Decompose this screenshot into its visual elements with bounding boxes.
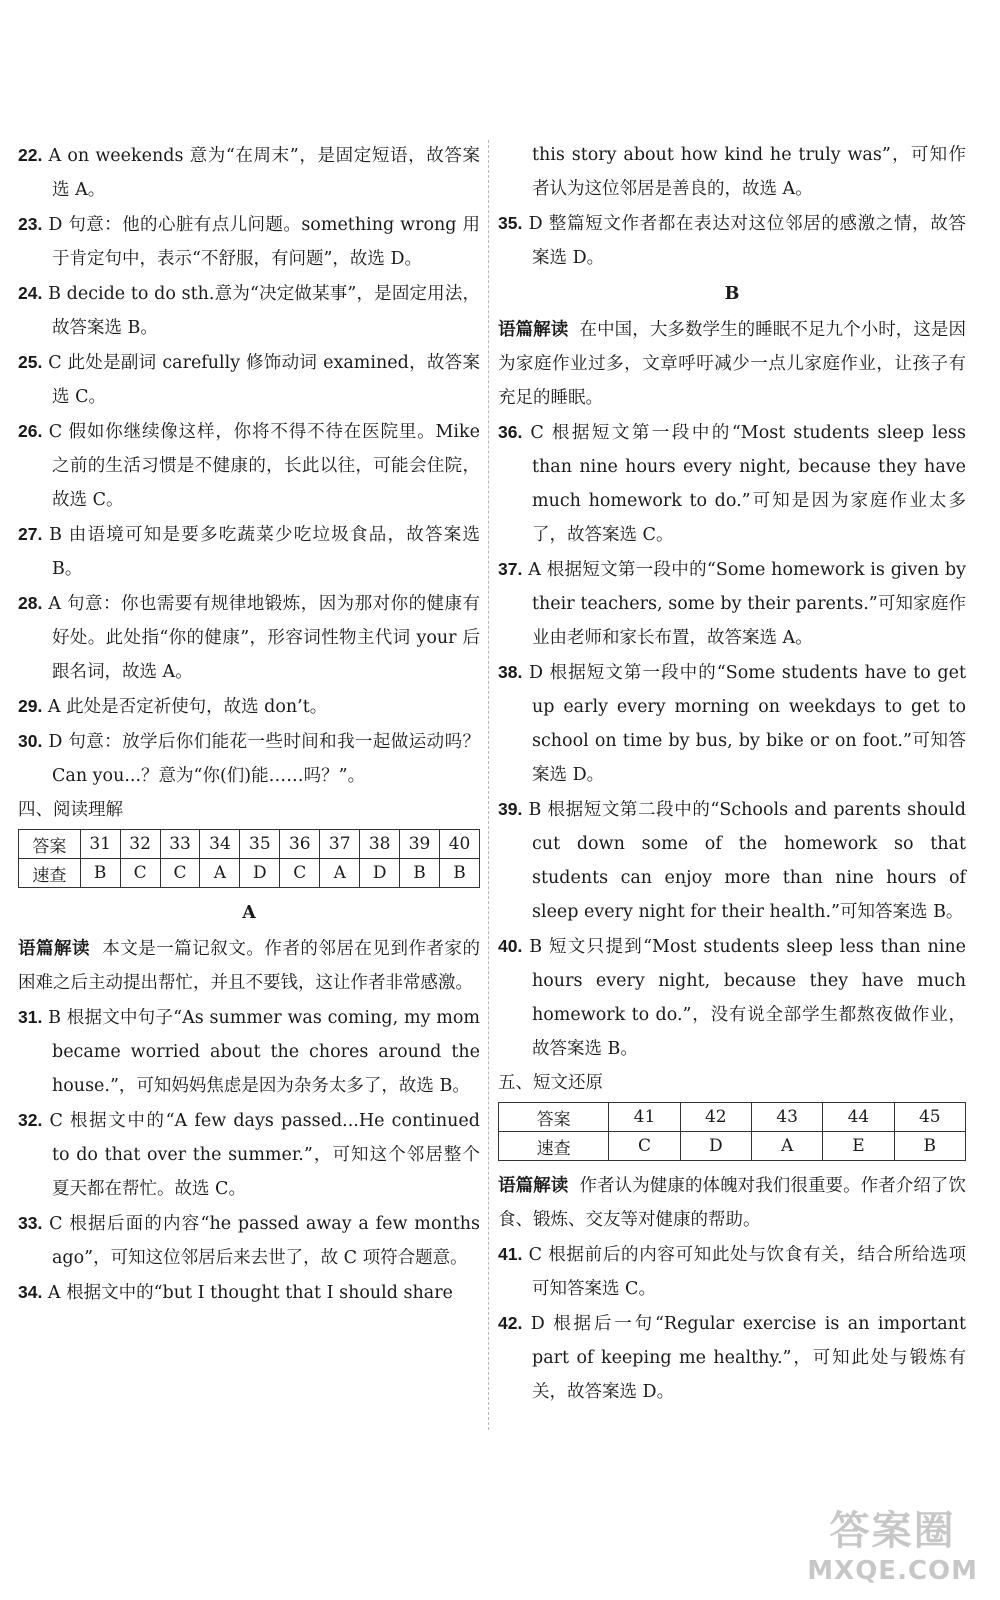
table-label: 答案 xyxy=(499,1103,609,1132)
table-cell: A xyxy=(751,1132,822,1161)
answer-item-41: 41. C 根据前后的内容可知此处与饮食有关，结合所给选项可知答案选 C。 xyxy=(498,1244,966,1299)
right-items-2 xyxy=(498,415,966,1066)
table-cell: C xyxy=(120,859,160,888)
passage-heading-b: B xyxy=(724,284,740,304)
watermark-logo: 答案圈 xyxy=(829,1508,956,1554)
table-cell: 41 xyxy=(609,1103,680,1132)
watermark xyxy=(807,1499,978,1586)
table-cell: A xyxy=(320,859,360,888)
answer-item-31: 31. B 根据文中句子“As summer was coming, my mom became worried about the chores around the house.”，可知妈妈焦虑是因为杂务太多了，故选 B。 xyxy=(18,1007,480,1096)
table-cell: 42 xyxy=(680,1103,751,1132)
table-cell: 31 xyxy=(80,830,120,859)
table-row-numbers xyxy=(19,830,480,859)
right-column xyxy=(498,138,966,1409)
reading-summary-b: 语篇解读 在中国，大多数学生的睡眠不足九个小时，这是因为家庭作业过多，文章呼吁减少一点儿家庭作业，让孩子有充足的睡眠。 xyxy=(498,320,966,408)
table-row-answers xyxy=(499,1132,966,1161)
reading-summary-a: 语篇解读 本文是一篇记叙文。作者的邻居在见到作者家的困难之后主动提出帮忙，并且不要钱，这让作者非常感激。 xyxy=(18,939,480,993)
answer-item-40: 40. B 短文只提到“Most students sleep less than nine hours every night, because they have much homework to do.”，没有说全部学生都熬夜做作业，故答案选 B。 xyxy=(498,936,966,1059)
table-cell: B xyxy=(80,859,120,888)
section-title-passage-restore: 五、短文还原 xyxy=(498,1073,603,1093)
answer-item-28: 28. A 句意：你也需要有规律地锻炼，因为那对你的健康有好处。此处指“你的健康”，形容词性物主代词 your 后跟名词，故选 A。 xyxy=(18,593,480,682)
table-cell: 45 xyxy=(894,1103,965,1132)
table-cell: 35 xyxy=(240,830,280,859)
table-cell: B xyxy=(894,1132,965,1161)
answer-item-32: 32. C 根据文中的“A few days passed...He continued to do that over the summer.”，可知这个邻居整个夏天都在帮忙。故选 C。 xyxy=(18,1110,480,1199)
table-cell: B xyxy=(440,859,480,888)
answer-item-26: 26. C 假如你继续像这样，你将不得不待在医院里。Mike 之前的生活习惯是不健康的，长此以往，可能会住院，故选 C。 xyxy=(18,421,480,510)
table-cell: 43 xyxy=(751,1103,822,1132)
table-cell: C xyxy=(609,1132,680,1161)
answer-item-33: 33. C 根据后面的内容“he passed away a few months ago”，可知这位邻居后来去世了，故 C 项符合题意。 xyxy=(18,1213,480,1268)
table-label: 速查 xyxy=(19,859,81,888)
answer-item-35: 35. D 整篇短文作者都在表达对这位邻居的感激之情，故答案选 D。 xyxy=(498,213,966,268)
table-cell: 44 xyxy=(823,1103,894,1132)
table-cell: 32 xyxy=(120,830,160,859)
table-cell: 40 xyxy=(440,830,480,859)
table-cell: C xyxy=(280,859,320,888)
right-items-3 xyxy=(498,1237,966,1409)
table-cell: 39 xyxy=(400,830,440,859)
answer-item-30: 30. D 句意：放学后你们能花一些时间和我一起做运动吗？Can you...？意为“你(们)能……吗？”。 xyxy=(18,731,480,786)
answer-item-38: 38. D 根据短文第一段中的“Some students have to get up early every morning on weekdays to get to school on time by bus, by bike or on foot.”可知答案选 D。 xyxy=(498,662,966,785)
answer-table-31-40 xyxy=(18,829,480,888)
table-cell: B xyxy=(400,859,440,888)
table-cell: D xyxy=(680,1132,751,1161)
table-cell: E xyxy=(823,1132,894,1161)
left-items-2 xyxy=(18,1000,480,1310)
left-column xyxy=(18,138,480,1310)
table-row-numbers xyxy=(499,1103,966,1132)
table-cell: A xyxy=(200,859,240,888)
table-row-answers xyxy=(19,859,480,888)
column-divider xyxy=(488,140,489,1430)
answer-item-34: 34. A 根据文中的“but I thought that I should share xyxy=(18,1282,453,1303)
answer-item-29: 29. A 此处是否定祈使句，故选 don’t。 xyxy=(18,696,328,717)
answer-item-42: 42. D 根据后一句“Regular exercise is an important part of keeping me healthy.”，可知此处与锻炼有关，故答案选 D。 xyxy=(498,1313,966,1402)
table-cell: D xyxy=(360,859,400,888)
table-cell: C xyxy=(160,859,200,888)
table-cell: 36 xyxy=(280,830,320,859)
answer-item-25: 25. C 此处是副词 carefully 修饰动词 examined，故答案选 C。 xyxy=(18,352,480,407)
watermark-url: MXQE.COM xyxy=(807,1556,978,1586)
table-cell: D xyxy=(240,859,280,888)
answer-item-23: 23. D 句意：他的心脏有点儿问题。something wrong 用于肯定句中，表示“不舒服，有问题”，故选 D。 xyxy=(18,214,480,269)
answer-item-22: 22. A on weekends 意为“在周末”，是固定短语，故答案选 A。 xyxy=(18,145,480,200)
section-title-reading: 四、阅读理解 xyxy=(18,800,123,820)
reading-summary-c: 语篇解读 作者认为健康的体魄对我们很重要。作者介绍了饮食、锻炼、交友等对健康的帮助。 xyxy=(498,1176,966,1230)
table-cell: 33 xyxy=(160,830,200,859)
answer-item-34-continued: this story about how kind he truly was”，可知作者认为这位邻居是善良的，故选 A。 xyxy=(532,145,966,199)
answer-table-41-45 xyxy=(498,1102,966,1161)
answer-item-27: 27. B 由语境可知是要多吃蔬菜少吃垃圾食品，故答案选 B。 xyxy=(18,524,480,579)
passage-heading-a: A xyxy=(242,903,256,923)
table-cell: 37 xyxy=(320,830,360,859)
table-label: 答案 xyxy=(19,830,81,859)
table-cell: 38 xyxy=(360,830,400,859)
answer-item-39: 39. B 根据短文第二段中的“Schools and parents should cut down some of the homework so that students can enjoy more than nine hours of sleep every night for their health.”可知答案选 B。 xyxy=(498,799,966,922)
left-items xyxy=(18,138,480,793)
table-label: 速查 xyxy=(499,1132,609,1161)
table-cell: 34 xyxy=(200,830,240,859)
answer-item-36: 36. C 根据短文第一段中的“Most students sleep less than nine hours every night, because they have much homework to do.”可知是因为家庭作业太多了，故答案选 C。 xyxy=(498,422,966,545)
answer-item-37: 37. A 根据短文第一段中的“Some homework is given by their teachers, some by their parents.”可知家庭作业由老师和家长布置，故答案选 A。 xyxy=(498,559,966,648)
answer-item-24: 24. B decide to do sth.意为“决定做某事”，是固定用法，故答案选 B。 xyxy=(18,283,480,338)
